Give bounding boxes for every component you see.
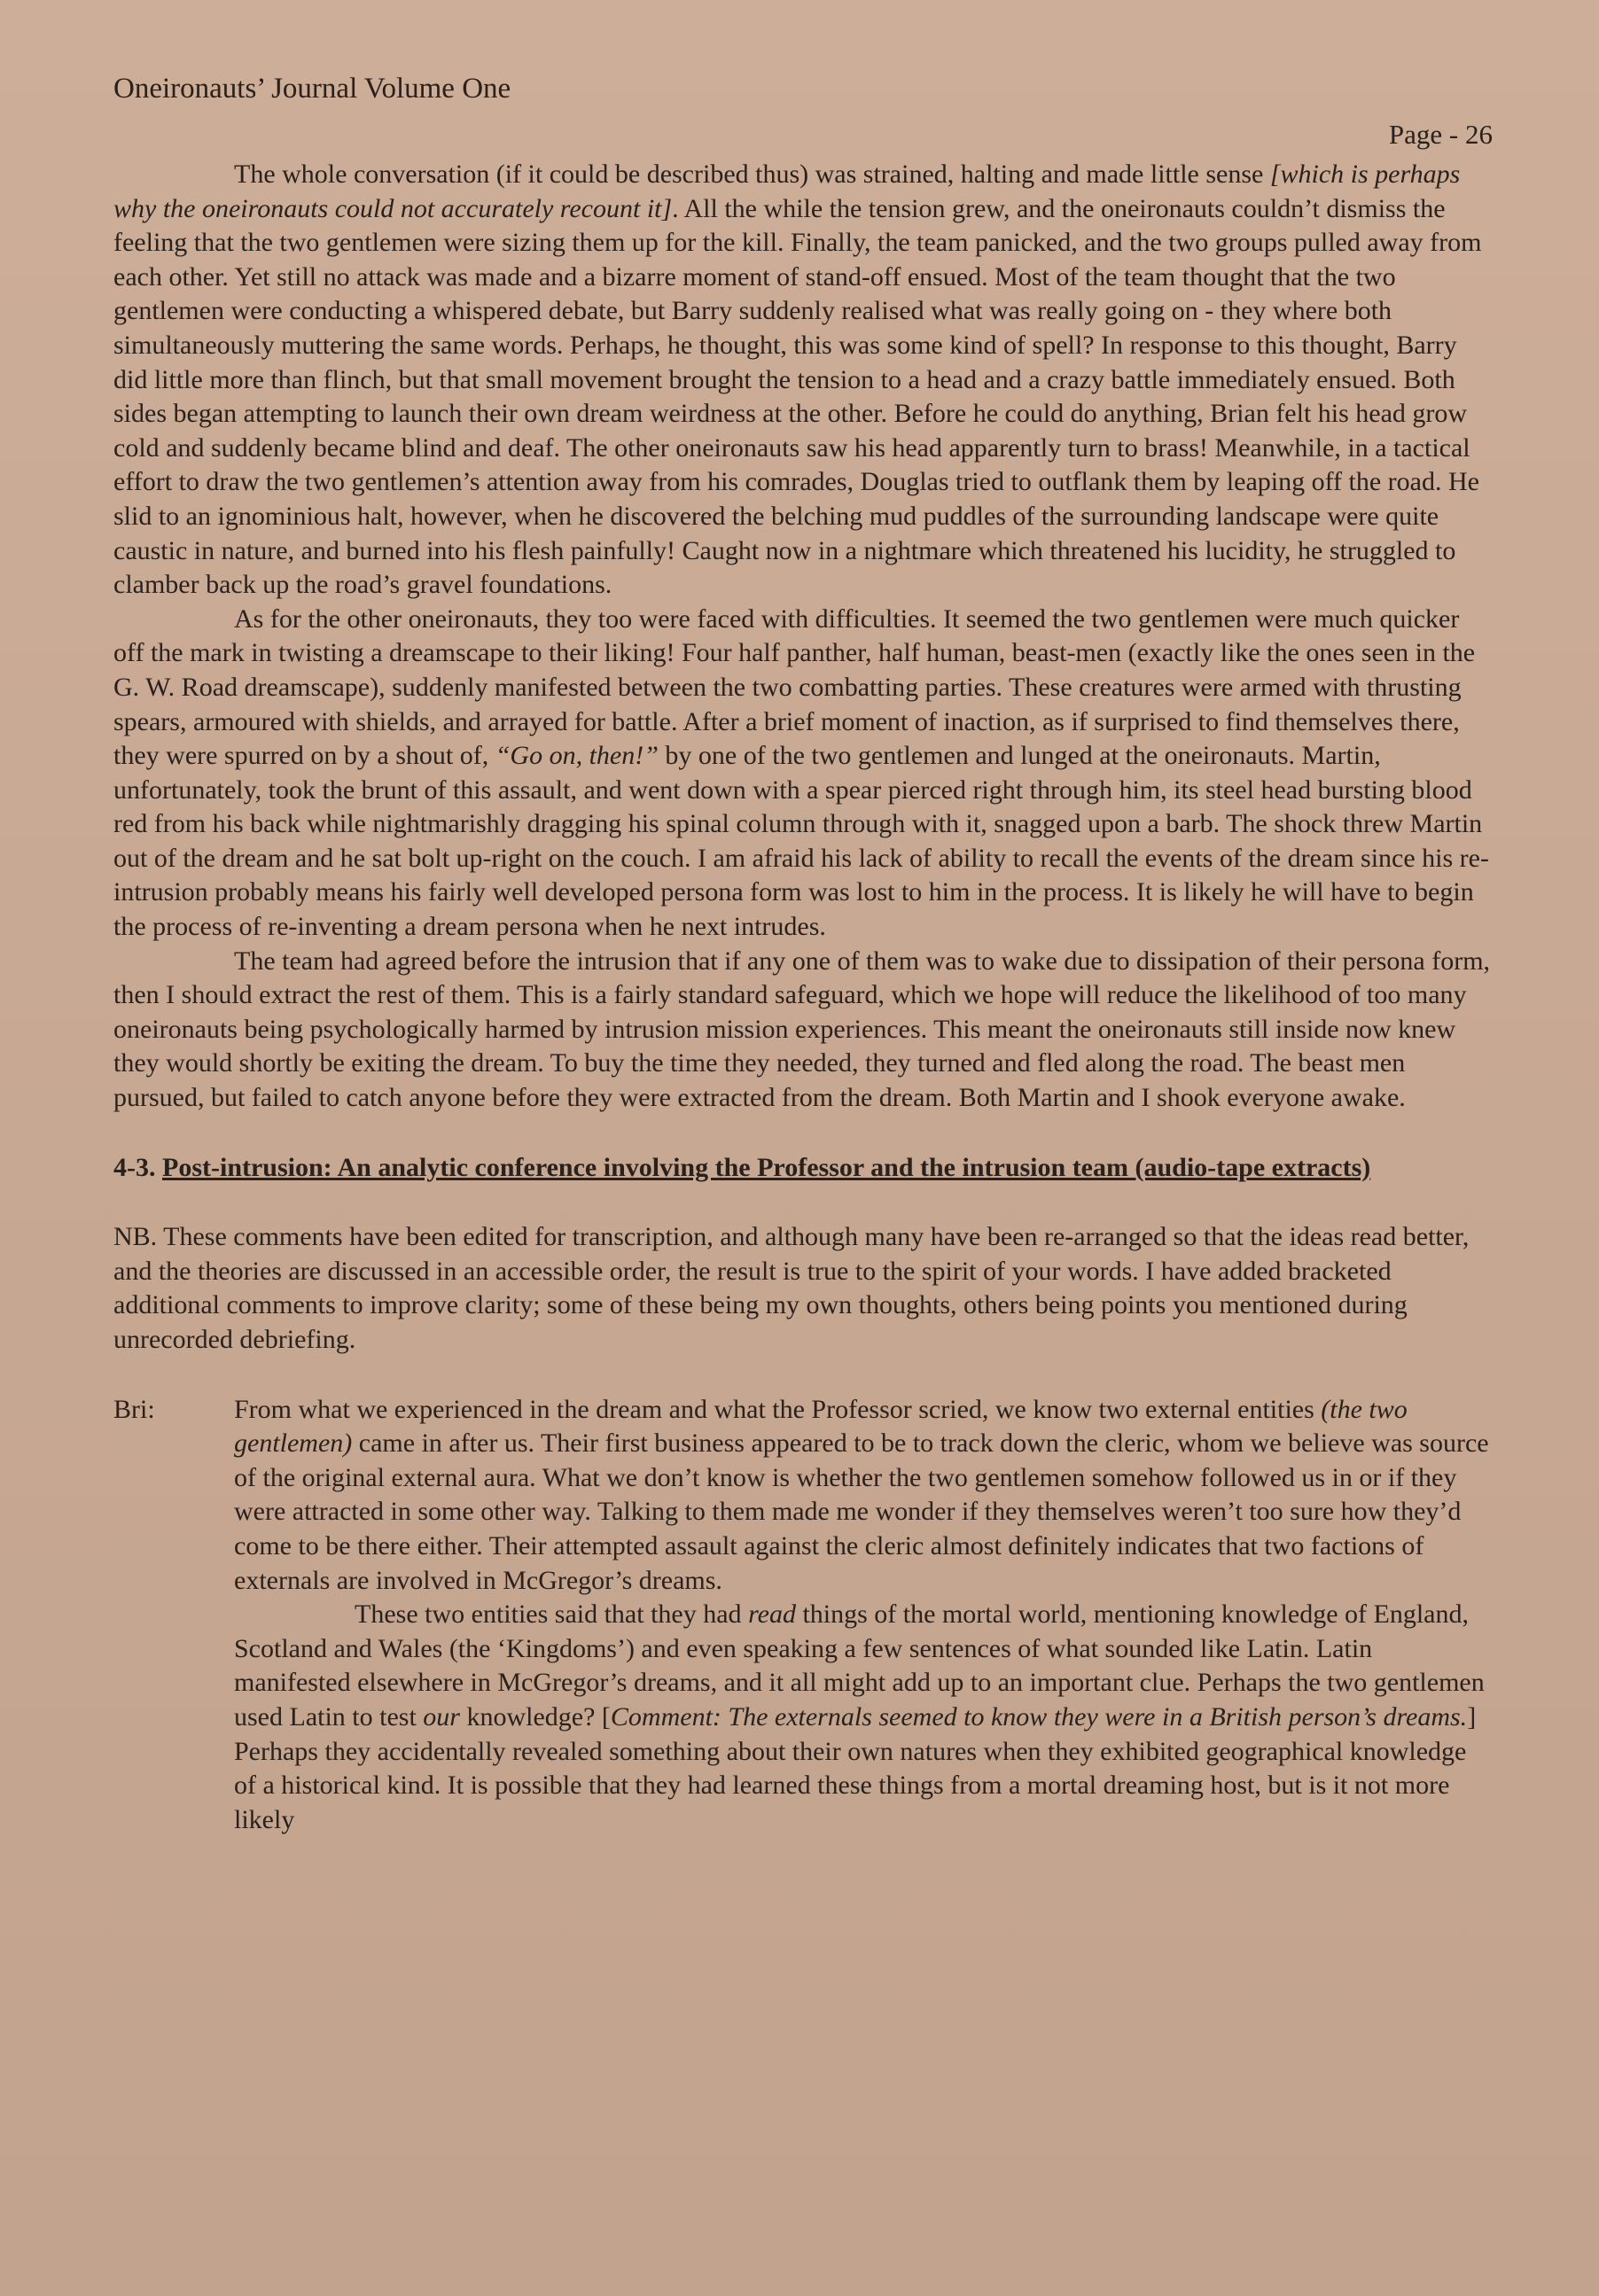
text-run: As for the other oneironauts, they too were faced with difficulties. It seemed the two gentlemen were much quicker off the mark in twisting a dreamscape to their liking! Four half panther, half human, beast-men (exactly like the ones seen in the G. W. Road dreamscape), suddenly manifested between the two combatting parties. These creatures were armed with thrusting spears, armoured with shields, and arrayed for battle. After a brief moment of inaction, as if surprised to find themselves there, they were spurred on by a shout of, [113,603,1476,771]
paragraph-other-oneironauts [113,603,1493,945]
text-run: . All the while the tension grew, and the oneironauts couldn’t dismiss the feeling that the two gentlemen were sizing them up for the kill. Finally, the team panicked, and the two groups pulled away from each other. Yet still no attack was made and a bizarre moment of stand-off ensued. Most of the team thought that the two gentlemen were conducting a whispered debate, but Barry suddenly realised what was really going on - they where both simultaneously muttering the same words. Perhaps, he thought, this was some kind of spell? In response to this thought, Barry did little more than flinch, but that small movement brought the tension to a head and a crazy battle immediately ensued. Both sides began attempting to launch their own dream weirdness at the other. Before he could do anything, Brian felt his head grow cold and suddenly became blind and deaf. The other oneironauts saw his head apparently turn to brass! Meanwhile, in a tactical effort to draw the two gentlemen’s attention away from his comrades, Douglas tried to outflank them by leaping off the road. He slid to an ignominious halt, however, when he discovered the belching mud puddles of the surrounding landscape were quite caustic in nature, and burned into his flesh painfully! Caught now in a nightmare which threatened his lucidity, he struggled to clamber back up the road’s gravel foundations. [113,193,1482,600]
speaker-label: Bri: [113,1394,155,1424]
speech-paragraph [234,1598,1493,1837]
spacer [113,1185,1493,1220]
speech-paragraph [234,1393,1493,1599]
section-heading [113,1151,1493,1186]
italic-word: our [423,1701,460,1732]
transcript-entry [113,1393,1493,1838]
italic-quote: “Go on, then!” [495,741,659,771]
editor-note: NB. These comments have been edited for transcription, and although many have been re-arranged so that the ideas read better, and the theories are discussed in an accessible order, the result is true to the spirit of your words. I have added bracketed additional comments to improve clarity; some of these being my own thoughts, others being points you mentioned during unrecorded debriefing. [113,1222,1470,1354]
italic-comment: Comment: The externals seemed to know they were in a British person’s dreams. [610,1701,1468,1732]
section-number: 4-3. [113,1152,156,1182]
paragraph-conversation [113,158,1493,603]
paragraph-extraction: The team had agreed before the intrusion that if any one of them was to wake due to dissipation of their persona form, then I should extract the rest of them. This is a fairly standard safeguard, which we hope will reduce the likelihood of too many oneironauts being psychologically harmed by intrusion mission experiences. This meant the oneironauts still inside now knew they would shortly be exiting the dream. To buy the time they needed, they turned and fled along the road. The beast men pursued, but failed to catch anyone before they were extracted from the dream. Both Martin and I shook everyone awake. [113,946,1491,1113]
text-run: ] Perhaps they accidentally revealed something about their own natures when they exhibited geographical knowledge of a historical kind. It is possible that they had learned these things from a mortal dreaming host, but is it not more likely [234,1701,1477,1834]
text-run: by one of the two gentlemen and lunged at the oneironauts. Martin, unfortunately, took the brunt of this assault, and went down with a spear pierced right through him, its steel head bursting blood red from his back while nightmarishly dragging his spinal column through with it, snagged upon a barb. The shock threw Martin out of the dream and he sat bolt up-right on the couch. I am afraid his lack of ability to recall the events of the dream since his re-intrusion probably means his fairly well developed persona form was lost to him in the process. It is likely he will have to begin the process of re-inventing a dream persona when he next intrudes. [113,741,1489,942]
text-run: These two entities said that they had [355,1599,749,1630]
text-run: things of the mortal world, mentioning knowledge of England, Scotland and Wales (the ‘Kingdoms’) and even speaking a few sentences of what sounded like Latin. Latin manifested elsewhere in McGregor’s dreams, and it all might add up to an important clue. Perhaps the two gentlemen used Latin to test [234,1599,1485,1732]
italic-word: read [748,1599,796,1630]
page-number: Page - 26 [1388,119,1493,150]
page-header [113,73,1493,158]
text-run: From what we experienced in the dream and what the Professor scried, we know two external entities [234,1394,1322,1424]
speech-body [234,1393,1493,1838]
text-run: came in after us. Their first business appeared to be to track down the cleric, whom we believe was source of the original external aura. What we don’t know is whether the two gentlemen somehow followed us in or if they were attracted in some other way. Talking to them made me wonder if they themselves weren’t too sure how they’d come to be there either. Their attempted assault against the cleric almost definitely indicates that two factions of externals are involved in McGregor’s dreams. [234,1428,1489,1595]
section-title: Post-intrusion: An analytic conference involving the Professor and the intrusion team (audio-tape extracts) [162,1152,1371,1182]
italic-aside: (the two gentlemen) [234,1394,1408,1459]
text-run: The whole conversation (if it could be described thus) was strained, halting and made little sense [234,160,1270,189]
spacer [113,1358,1493,1393]
italic-aside: [which is perhaps why the oneironauts could not accurately recount it] [113,160,1461,223]
text-run: knowledge? [ [459,1701,611,1732]
document-title: Oneironauts’ Journal Volume One [113,73,511,105]
spacer [113,1116,1493,1151]
